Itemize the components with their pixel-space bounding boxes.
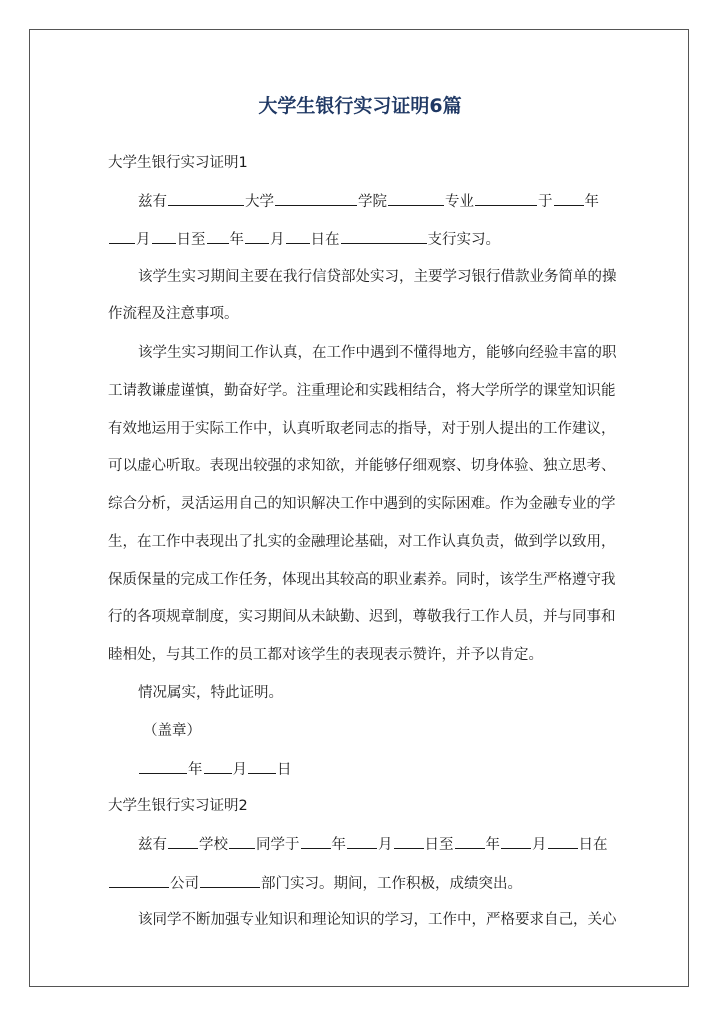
fill-text: 公司 <box>170 876 199 892</box>
blank-field <box>168 191 244 206</box>
fill-text: 日至 <box>424 837 454 853</box>
cert1-para2-line: 有效地运用于实际工作中，认真听取老同志的指导，对于别人提出的工作建议， <box>108 421 616 437</box>
blank-field <box>248 759 276 774</box>
fill-text: 年 <box>485 837 500 853</box>
cert2-fill-line-1 <box>138 834 608 855</box>
blank-field <box>554 191 584 206</box>
fill-text: 大学 <box>245 194 274 210</box>
blank-field <box>204 759 232 774</box>
blank-field <box>286 229 310 244</box>
blank-field <box>152 229 176 244</box>
fill-text: 支行实习。 <box>427 232 500 248</box>
fill-text: 同学于 <box>256 837 300 853</box>
cert1-fill-line-2 <box>108 229 500 250</box>
blank-field <box>229 834 255 849</box>
fill-text: 月 <box>378 837 393 853</box>
blank-field <box>200 873 260 888</box>
cert1-para2-line: 行的各项规章制度，实习期间从未缺勤、迟到，尊敬我行工作人员，并与同事和 <box>108 609 616 625</box>
date-text: 月 <box>232 762 247 778</box>
cert1-date-line <box>138 759 292 780</box>
blank-field <box>275 191 357 206</box>
blank-field <box>388 191 444 206</box>
date-text: 年 <box>188 762 203 778</box>
blank-field <box>347 834 377 849</box>
blank-field <box>501 834 531 849</box>
date-text: 日 <box>277 762 292 778</box>
cert1-para2-line: 可以虚心听取。表现出较强的求知欲，并能够仔细观察、切身体验、独立思考、 <box>108 458 616 474</box>
blank-field <box>109 229 135 244</box>
cert1-para2-line: 生，在工作中表现出了扎实的金融理论基础，对工作认真负责，做到学以致用， <box>108 534 616 550</box>
fill-text: 兹有 <box>138 194 167 210</box>
blank-field <box>341 229 427 244</box>
fill-text: 日至 <box>176 232 206 248</box>
blank-field <box>139 759 187 774</box>
fill-text: 部门实习。期间，工作积极，成绩突出。 <box>261 876 522 892</box>
cert1-para2-line: 睦相处，与其工作的员工都对该学生的表现表示赞许，并予以肯定。 <box>108 647 543 663</box>
blank-field <box>301 834 331 849</box>
cert1-closing: 情况属实，特此证明。 <box>138 685 283 701</box>
cert1-para2-line: 工请教谦虚谨慎，勤奋好学。注重理论和实践相结合，将大学所学的课堂知识能 <box>108 383 616 399</box>
fill-text: 日在 <box>310 232 340 248</box>
fill-text: 学院 <box>358 194 387 210</box>
blank-field <box>207 229 229 244</box>
cert1-heading: 大学生银行实习证明1 <box>108 155 248 171</box>
fill-text: 专业 <box>445 194 474 210</box>
fill-text: 月 <box>270 232 285 248</box>
document-title: 大学生银行实习证明6篇 <box>258 95 462 117</box>
cert1-para2-line: 该学生实习期间工作认真，在工作中遇到不懂得地方，能够向经验丰富的职 <box>138 345 617 361</box>
cert2-fill-line-2 <box>108 873 522 894</box>
fill-text: 年 <box>584 194 599 210</box>
blank-field <box>109 873 169 888</box>
cert1-fill-line-1 <box>138 191 599 212</box>
blank-field <box>168 834 198 849</box>
fill-text: 日在 <box>578 837 608 853</box>
cert1-para1-line: 该学生实习期间主要在我行信贷部处实习，主要学习银行借款业务简单的操 <box>138 269 617 285</box>
fill-text: 兹有 <box>138 837 167 853</box>
cert2-para1-line: 该同学不断加强专业知识和理论知识的学习，工作中，严格要求自己，关心 <box>138 912 617 928</box>
fill-text: 月 <box>532 837 547 853</box>
cert1-para2-line: 综合分析，灵活运用自己的知识解决工作中遇到的实际困难。作为金融专业的学 <box>108 496 616 512</box>
cert1-stamp: （盖章） <box>143 723 201 739</box>
fill-text: 年 <box>331 837 346 853</box>
blank-field <box>475 191 537 206</box>
fill-text: 学校 <box>199 837 228 853</box>
blank-field <box>245 229 269 244</box>
fill-text: 于 <box>538 194 553 210</box>
cert1-para2-line: 保质保量的完成工作任务，体现出其较高的职业素养。同时，该学生严格遵守我 <box>108 572 616 588</box>
blank-field <box>455 834 485 849</box>
cert1-para1-line: 作流程及注意事项。 <box>108 306 239 322</box>
blank-field <box>548 834 578 849</box>
cert2-heading: 大学生银行实习证明2 <box>108 798 248 814</box>
fill-text: 月 <box>136 232 151 248</box>
fill-text: 年 <box>229 232 244 248</box>
blank-field <box>394 834 424 849</box>
